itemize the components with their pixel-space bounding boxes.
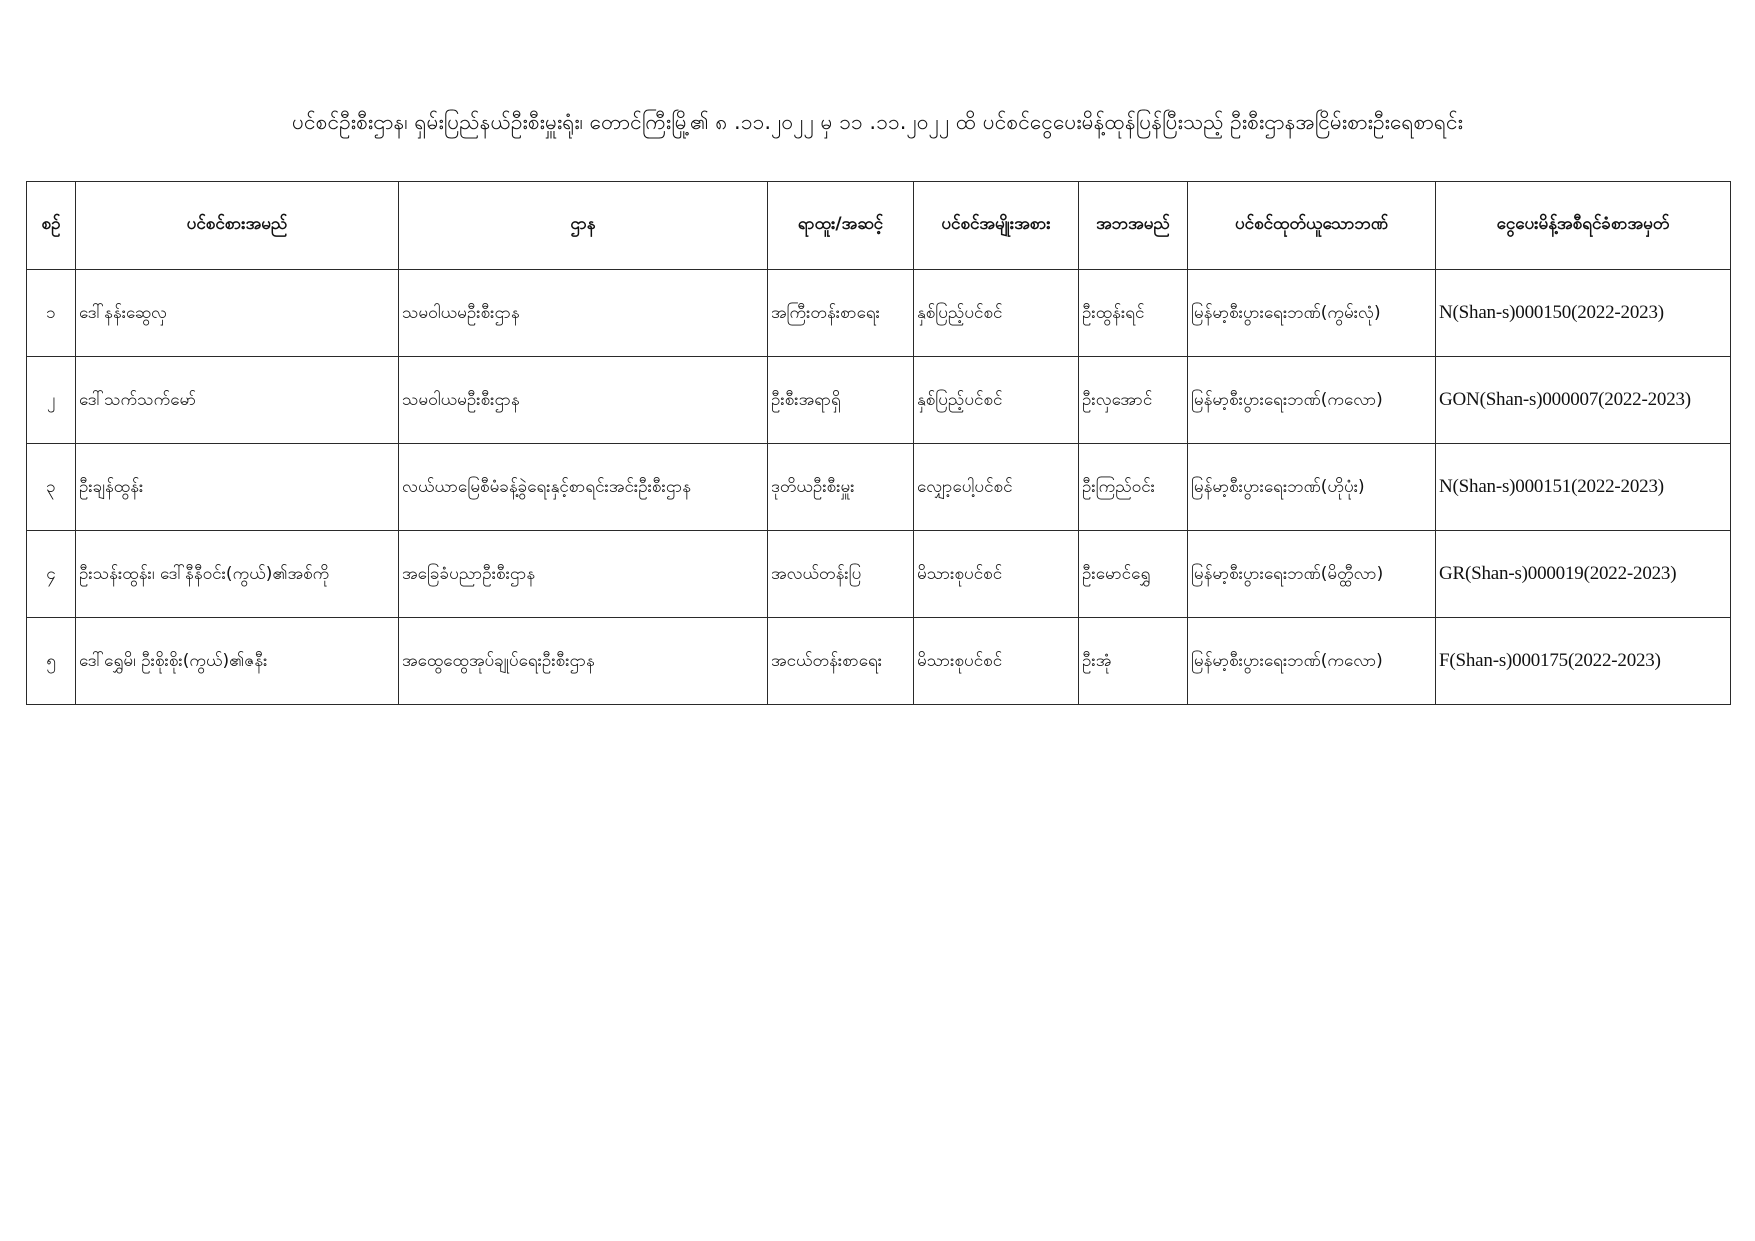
header-pension-type: ပင်စင်အမျိုးအစား [914, 182, 1079, 270]
cell-pensioner-name: ဒေါ်နန်းဆွေလှ [76, 270, 399, 357]
table-body [27, 270, 1731, 705]
cell-pension-type: လျှော့ပေါ့ပင်စင် [914, 444, 1079, 531]
cell-no: ၅ [27, 618, 76, 705]
header-order-number: ငွေပေးမိန့်အစီရင်ခံစာအမှတ် [1436, 182, 1731, 270]
cell-pension-type: နှစ်ပြည့်ပင်စင် [914, 270, 1079, 357]
cell-order-number: N(Shan-s)000150(2022-2023) [1436, 270, 1731, 357]
header-no: စဉ် [27, 182, 76, 270]
table-row [27, 270, 1731, 357]
cell-bank: မြန်မာ့စီးပွားရေးဘဏ်(ဟိုပုံး) [1188, 444, 1436, 531]
cell-position: အငယ်တန်းစာရေး [768, 618, 914, 705]
cell-father-name: ဦးထွန်းရင် [1079, 270, 1188, 357]
cell-pension-type: မိသားစုပင်စင် [914, 618, 1079, 705]
table-header [27, 182, 1731, 270]
cell-father-name: ဦးအုံ [1079, 618, 1188, 705]
cell-pensioner-name: ဦးသန်းထွန်း၊ ဒေါ်နီနီဝင်း(ကွယ်)၏အစ်ကို [76, 531, 399, 618]
cell-department: လယ်ယာမြေစီမံခန့်ခွဲရေးနှင့်စာရင်းအင်းဦးစီးဌာန [399, 444, 768, 531]
header-department: ဌာန [399, 182, 768, 270]
cell-no: ၂ [27, 357, 76, 444]
table-row [27, 618, 1731, 705]
cell-department: သမဝါယမဦးစီးဌာန [399, 357, 768, 444]
cell-position: ဒုတိယဦးစီးမှူး [768, 444, 914, 531]
cell-position: အကြီးတန်းစာရေး [768, 270, 914, 357]
cell-department: အထွေထွေအုပ်ချုပ်ရေးဦးစီးဌာန [399, 618, 768, 705]
cell-no: ၄ [27, 531, 76, 618]
cell-pensioner-name: ဒေါ်ရွှေမိ၊ ဦးစိုးစိုး(ကွယ်)၏ဇနီး [76, 618, 399, 705]
table-row [27, 444, 1731, 531]
cell-bank: မြန်မာ့စီးပွားရေးဘဏ်(ကလော) [1188, 618, 1436, 705]
header-position: ရာထူး/အဆင့် [768, 182, 914, 270]
cell-no: ၃ [27, 444, 76, 531]
pension-list-table [26, 181, 1731, 705]
cell-order-number: N(Shan-s)000151(2022-2023) [1436, 444, 1731, 531]
cell-order-number: GON(Shan-s)000007(2022-2023) [1436, 357, 1731, 444]
document-title: ပင်စင်ဦးစီးဌာန၊ ရှမ်းပြည်နယ်ဦးစီးမှူးရုံး၊ တောင်ကြီးမြို့၏ ၈ .၁၁.၂၀၂၂ မှ ၁၁ .၁၁.၂၀၂၂ ထိ ပင်စင်ငွေပေးမိန့်ထုန်ပြန်ပြီးသည့် ဦးစီးဌာနအငြိမ်းစားဦးရေစာရင်း [292, 110, 1463, 134]
table-row [27, 357, 1731, 444]
cell-pensioner-name: ဒေါ်သက်သက်မော် [76, 357, 399, 444]
cell-no: ၁ [27, 270, 76, 357]
cell-department: အခြေခံပညာဦးစီးဌာန [399, 531, 768, 618]
cell-bank: မြန်မာ့စီးပွားရေးဘဏ်(ကလော) [1188, 357, 1436, 444]
cell-pension-type: နှစ်ပြည့်ပင်စင် [914, 357, 1079, 444]
table-row [27, 531, 1731, 618]
cell-position: အလယ်တန်းပြ [768, 531, 914, 618]
header-row [27, 182, 1731, 270]
cell-father-name: ဦးလှအောင် [1079, 357, 1188, 444]
cell-father-name: ဦးကြည်ဝင်း [1079, 444, 1188, 531]
cell-bank: မြန်မာ့စီးပွားရေးဘဏ်(ကွမ်းလုံ) [1188, 270, 1436, 357]
cell-pensioner-name: ဦးချန်ထွန်း [76, 444, 399, 531]
cell-order-number: F(Shan-s)000175(2022-2023) [1436, 618, 1731, 705]
cell-order-number: GR(Shan-s)000019(2022-2023) [1436, 531, 1731, 618]
header-father-name: အဘအမည် [1079, 182, 1188, 270]
cell-pension-type: မိသားစုပင်စင် [914, 531, 1079, 618]
cell-position: ဦးစီးအရာရှိ [768, 357, 914, 444]
header-pensioner-name: ပင်စင်စားအမည် [76, 182, 399, 270]
header-bank: ပင်စင်ထုတ်ယူသောဘဏ် [1188, 182, 1436, 270]
cell-father-name: ဦးမောင်ရွှေ [1079, 531, 1188, 618]
cell-bank: မြန်မာ့စီးပွားရေးဘဏ်(မိတ္ထီလာ) [1188, 531, 1436, 618]
cell-department: သမဝါယမဦးစီးဌာန [399, 270, 768, 357]
